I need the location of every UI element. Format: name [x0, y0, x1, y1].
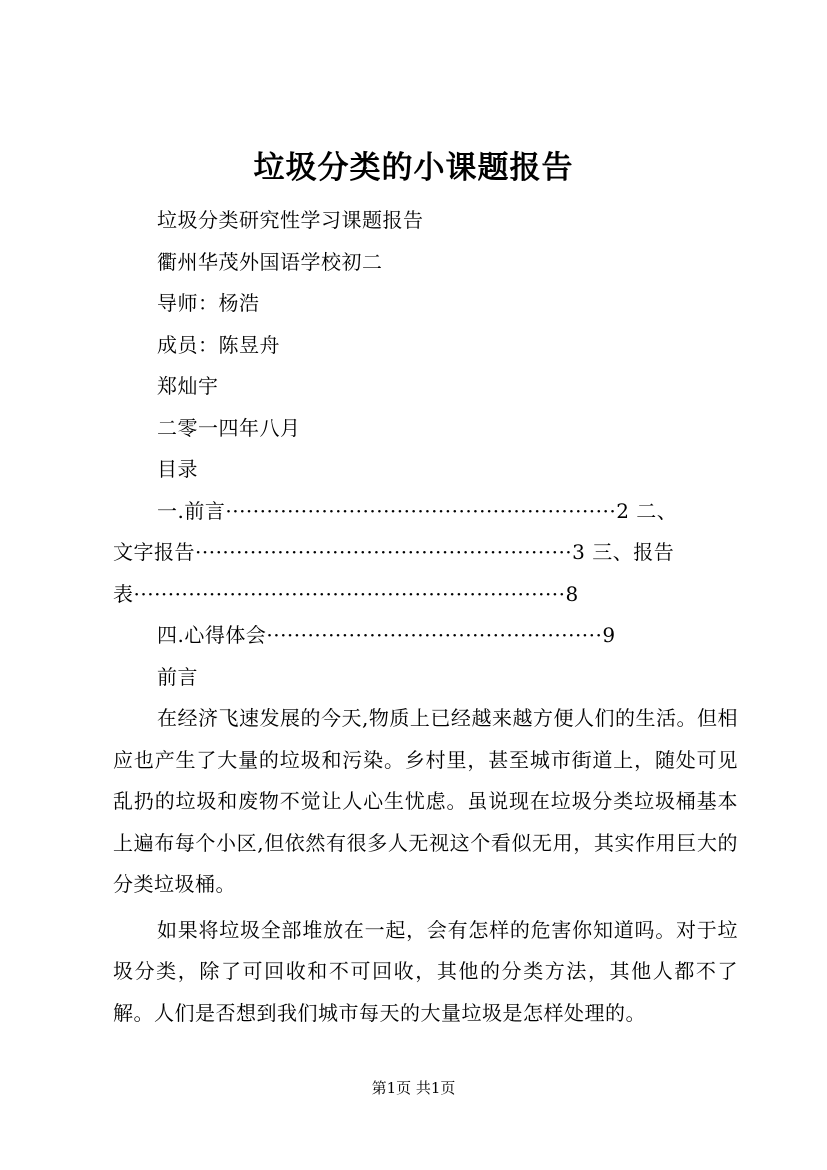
toc-entry-2: 文字报告·······················································3 三、报告 [113, 540, 675, 564]
toc-heading: 目录 [157, 457, 198, 481]
document-title: 垃圾分类的小课题报告 [253, 150, 574, 186]
advisor-line: 导师：杨浩 [157, 291, 260, 315]
preface-heading: 前言 [157, 664, 198, 689]
date-line: 二零一四年八月 [157, 415, 301, 440]
page-footer: 第1页 共1页 [371, 1079, 456, 1097]
toc-entry-3: 表·······························································8 [113, 581, 579, 606]
member2-line: 郑灿宇 [157, 374, 219, 398]
school-name: 衢州华茂外国语学校初二 [157, 249, 383, 274]
paragraph-2: 如果将垃圾全部堆放在一起，会有怎样的危害你知道吗。对于垃圾分类，除了可回收和不可回收，其他的分类方法，其他人都不了解。人们是否想到我们城市每天的大量垃圾是怎样处理的。 [113, 917, 738, 1025]
report-subtitle: 垃圾分类研究性学习课题报告 [157, 208, 424, 232]
toc-entry-4: 四.心得体会·················································9 [157, 623, 616, 647]
toc-entry-1: 一.前言·························································2 二、 [157, 498, 678, 523]
document-body [113, 200, 738, 1034]
members-line: 成员：陈昱舟 [157, 332, 280, 357]
paragraph-1: 在经济飞速发展的今天,物质上已经越来越方便人们的生活。但相应也产生了大量的垃圾和污染。乡村里，甚至城市街道上，随处可见乱扔的垃圾和废物不觉让人心生忧虑。虽说现在垃圾分类垃圾桶基本上遍布每个小区,但依然有很多人无视这个看似无用，其实作用巨大的分类垃圾桶。 [113, 706, 738, 896]
